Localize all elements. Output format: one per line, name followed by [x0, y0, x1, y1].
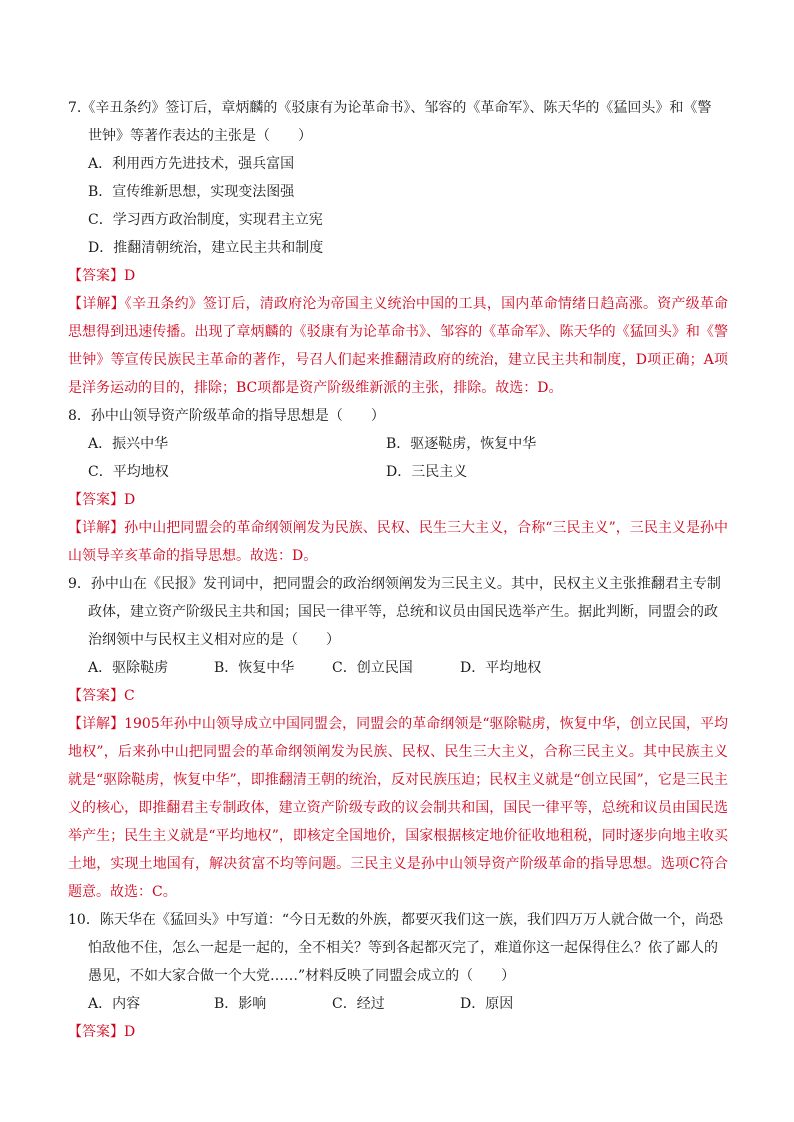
answer-tag: 【答案】	[68, 1024, 124, 1040]
question-9-option-a: A．驱除鞑虏	[88, 660, 169, 676]
question-8	[68, 402, 728, 430]
question-9-options	[68, 654, 728, 682]
question-7-option-d: D．推翻清朝统治，建立民主共和制度	[88, 240, 324, 256]
question-9-explanation	[68, 710, 728, 906]
question-10-stem-line2: 怕敌他不住，怎么一起是一起的，全不相关？等到各起都灭完了，难道你这一起保得住么？依了鄙人的	[88, 940, 718, 956]
question-10-option-a: A．内容	[88, 996, 141, 1012]
question-9-option-c: C．创立民国	[332, 660, 413, 676]
answer-tag: 【答案】	[68, 268, 124, 284]
question-7-option-b: B．宣传维新思想，实现变法图强	[88, 184, 295, 200]
question-7-stem-line1: 7.《辛丑条约》签订后，章炳麟的《驳康有为论革命书》、邹容的《革命军》、陈天华的《猛回头》和《警	[68, 100, 712, 116]
question-7-option-c: C．学习西方政治制度，实现君主立宪	[88, 212, 323, 228]
question-10-option-c: C．经过	[332, 996, 385, 1012]
answer-value: D	[124, 492, 136, 508]
question-8-explanation	[68, 514, 728, 570]
question-9-option-d: D．平均地权	[460, 660, 542, 676]
question-8-option-c: C．平均地权	[88, 464, 169, 480]
question-9-stem-line2: 政体，建立资产阶级民主共和国；国民一律平等，总统和议员由国民选举产生。据此判断，同盟会的政	[88, 604, 718, 620]
question-7-option-a: A．利用西方先进技术，强兵富国	[88, 156, 295, 172]
question-8-option-d: D．三民主义	[386, 464, 468, 480]
question-9	[68, 570, 728, 654]
question-10-answer	[68, 1018, 728, 1046]
question-10-option-d: D．原因	[460, 996, 514, 1012]
explain-text: 《辛丑条约》签订后，清政府沦为帝国主义统治中国的工具，国内革命情绪日趋高涨。资产级革命思想得到迅速传播。出现了章炳麟的《驳康有为论革命书》、邹容的《革命军》、陈天华的《猛回头》和《警世钟》等宣传民族民主革命的著作，号召人们起来推翻清政府的统治，建立民主共和制度，D项正确；A项是洋务运动的目的，排除；BC项都是资产阶级维新派的主张，排除。故选：D。	[68, 296, 729, 396]
question-9-answer	[68, 682, 728, 710]
question-8-options	[68, 430, 728, 486]
question-8-answer	[68, 486, 728, 514]
question-10	[68, 906, 728, 990]
question-8-stem-line1: 8．孙中山领导资产阶级革命的指导思想是（ ）	[68, 408, 385, 424]
question-9-stem-line1: 9．孙中山在《民报》发刊词中，把同盟会的政治纲领阐发为三民主义。其中，民权主义主张推翻君主专制	[68, 576, 721, 592]
question-7-explanation	[68, 290, 728, 402]
document-page	[68, 94, 728, 1046]
explain-tag: 【详解】	[68, 716, 125, 732]
question-10-stem-line3: 愚见，不如大家合做一个大党……”材料反映了同盟会成立的（ ）	[88, 968, 516, 984]
question-10-stem-line1: 10．陈天华在《猛回头》中写道：“今日无数的外族，都要灭我们这一族，我们四万万人就合做一个，尚恐	[68, 912, 723, 928]
explain-tag: 【详解】	[68, 520, 125, 536]
explain-tag: 【详解】	[68, 296, 125, 312]
answer-tag: 【答案】	[68, 688, 124, 704]
explain-text: 孙中山把同盟会的革命纲领阐发为民族、民权、民生三大主义，合称“三民主义”，三民主义是孙中山领导辛亥革命的指导思想。故选：D。	[68, 520, 729, 564]
answer-value: D	[124, 268, 136, 284]
answer-tag: 【答案】	[68, 492, 124, 508]
answer-value: C	[124, 688, 135, 704]
question-9-option-b: B．恢复中华	[214, 660, 295, 676]
answer-value: D	[124, 1024, 136, 1040]
explain-text: 1905年孙中山领导成立中国同盟会，同盟会的革命纲领是“驱除鞑虏，恢复中华，创立民国，平均地权”，后来孙中山把同盟会的革命纲领阐发为民族、民权、民生三大主义，合称三民主义。其中民族主义就是“驱除鞑虏，恢复中华”，即推翻清王朝的统治，反对民族压迫；民权主义就是“创立民国”，它是三民主义的核心，即推翻君主专制政体，建立资产阶级专政的议会制共和国，国民一律平等，总统和议员由国民选举产生；民生主义就是“平均地权”，即核定全国地价，国家根据核定地价征收地租税，同时逐步向地主收买土地，实现土地国有，解决贫富不均等问题。三民主义是孙中山领导资产阶级革命的指导思想。选项C符合题意。故选：C。	[68, 716, 728, 900]
question-7-stem-line2: 世钟》等著作表达的主张是（ ）	[88, 128, 312, 144]
question-10-options	[68, 990, 728, 1018]
question-8-option-a: A．振兴中华	[88, 436, 169, 452]
question-7	[68, 94, 728, 150]
question-10-option-b: B．影响	[214, 996, 267, 1012]
question-9-stem-line3: 治纲领中与民权主义相对应的是（ ）	[88, 632, 340, 648]
question-8-option-b: B．驱逐鞑虏，恢复中华	[386, 436, 537, 452]
question-7-answer	[68, 262, 728, 290]
